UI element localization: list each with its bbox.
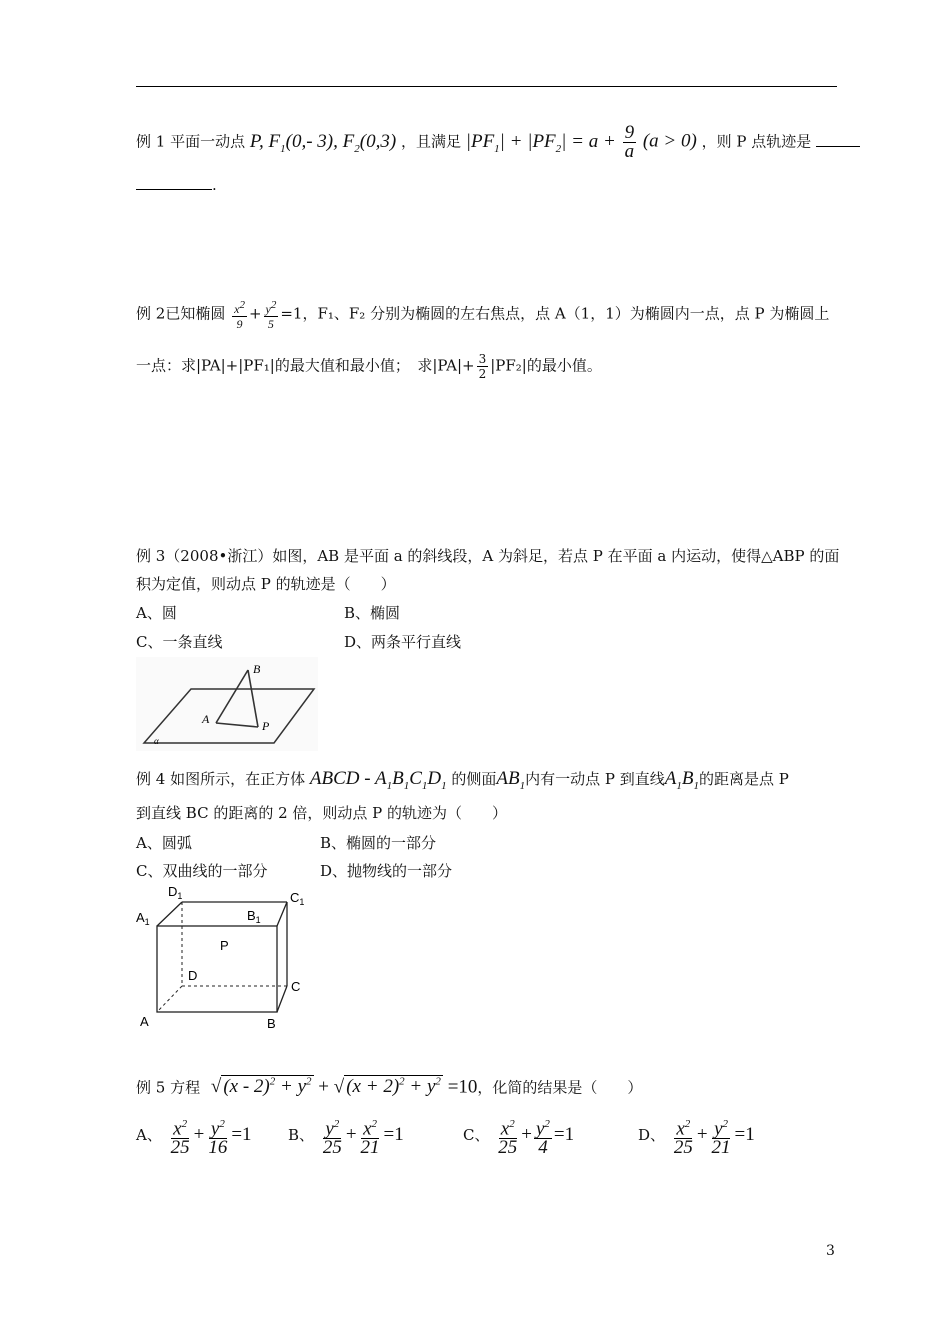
exp: 2 (181, 1118, 188, 1130)
a1-letter: A (136, 910, 145, 925)
den: 25 (673, 1137, 693, 1159)
equals-one: =1 (383, 1124, 404, 1146)
example-5-option-d (638, 1115, 755, 1157)
rad2: + y (275, 1076, 307, 1098)
num (171, 1115, 189, 1139)
plus: + (521, 1124, 532, 1146)
edge-b1c1 (277, 902, 287, 926)
edge-da (157, 986, 182, 1012)
example-5-question: ，化简的结果是（ ） (477, 1078, 643, 1097)
frac-num: 9 (624, 122, 635, 143)
cube-figure (132, 882, 312, 1032)
points-text: P, F (249, 130, 281, 152)
d1-sub: 1 (177, 891, 183, 901)
exp: 2 (399, 1076, 405, 1088)
y-var: y (265, 302, 271, 316)
label-b: B (253, 662, 261, 676)
c1-letter: C (290, 890, 300, 905)
example-2-question-a: 一点：求|PA|+|PF₁|的最大值和最小值； 求|PA|+ (136, 356, 475, 375)
label-b: B (267, 1016, 276, 1031)
answer-blank-2 (136, 189, 212, 190)
frac-1 (496, 1115, 519, 1157)
frac-den: a (624, 141, 635, 162)
frac-1 (672, 1115, 695, 1157)
label-c1 (290, 890, 304, 907)
cube-b: B (392, 768, 404, 789)
example-2-line-2 (136, 352, 602, 381)
num (323, 1115, 341, 1139)
line-a1b1: $A_1B_1$ (664, 768, 699, 792)
eq-part-c: | = a + (561, 130, 616, 152)
example-4-end-text: 的距离是点 P (699, 770, 789, 788)
num (534, 1115, 552, 1139)
label-p: P (220, 938, 229, 953)
example-4-text: 如图所示，在正方体 (170, 770, 306, 788)
label-d: D (188, 968, 198, 983)
example-4-option-b: B、椭圆的一部分 (320, 834, 437, 852)
label-alpha: α (154, 736, 159, 746)
example-1-text: 平面一动点 (170, 132, 246, 151)
frac-den: 5 (267, 317, 274, 331)
frac-1 (169, 1115, 192, 1157)
rad3: (x + 2) (346, 1076, 400, 1098)
example-5-option-b (288, 1115, 404, 1157)
num (361, 1115, 379, 1139)
den: 4 (538, 1137, 548, 1159)
example-2-text-rest: =1，F₁、F₂ 分别为椭圆的左右焦点，点 A（1，1）为椭圆内一点，点 P 为椭圆上 (280, 304, 830, 323)
equals-one: =1 (734, 1124, 755, 1146)
label-a: A (202, 712, 210, 726)
end-period: . (212, 176, 217, 194)
den: 21 (711, 1137, 731, 1159)
example-3-figure (136, 657, 318, 751)
example-2-question-b: |PF₂|的最小值。 (490, 356, 602, 375)
example-4-option-a: A、圆弧 (136, 834, 192, 852)
example-4-label: 例 4 (136, 770, 166, 788)
label-d1 (168, 884, 182, 901)
cube-c: C (409, 768, 422, 789)
rad1: (x - 2) (223, 1076, 270, 1098)
label-p: P (262, 719, 270, 733)
f2-coord: (0,3) (359, 130, 397, 152)
plus: + (193, 1124, 205, 1146)
exp: 2 (219, 1118, 225, 1130)
fraction-9-over-a (623, 124, 637, 161)
c1-sub: 1 (299, 897, 305, 907)
num (209, 1115, 227, 1139)
plus: + (696, 1124, 708, 1146)
option-letter: B、 (288, 1126, 315, 1145)
example-3-option-c: C、一条直线 (136, 633, 223, 651)
example-1-line-2 (136, 175, 217, 195)
x-var: x (234, 302, 240, 316)
line-b: B (681, 768, 694, 789)
den: 25 (170, 1137, 190, 1159)
example-4-line-1 (136, 769, 789, 796)
den: 16 (208, 1137, 228, 1159)
var: y (535, 1118, 545, 1140)
var: x (500, 1118, 510, 1140)
example-3-line-2: 积为定值，则动点 P 的轨迹是（ ） (136, 575, 396, 593)
example-1-line-1 (136, 124, 860, 161)
b1-sub: 1 (255, 915, 261, 925)
option-letter: C、 (463, 1126, 490, 1145)
example-4-option-c: C、双曲线的一部分 (136, 862, 268, 880)
example-1-equation: $|PF_1| + |PF_2| = a$ + (465, 130, 616, 155)
example-3-option-d: D、两条平行直线 (344, 633, 462, 651)
label-c: C (291, 979, 301, 994)
header-rule (136, 86, 837, 87)
var: x (173, 1118, 182, 1140)
answer-blank-1 (816, 146, 860, 147)
exp: 2 (684, 1118, 691, 1130)
exp: 2 (722, 1118, 728, 1130)
frac-num: $y^2$ (265, 299, 277, 316)
example-3-line-1: 例 3（2008•浙江）如图，AB 是平面 a 的斜线段，A 为斜足，若点 P 在平面 a 内运动，使得△ABP 的面 (136, 547, 840, 565)
plus-sign: + (318, 1076, 330, 1098)
face-ab: AB (496, 768, 520, 789)
radical-1: √ $(x - 2)^2 + y^2$ (210, 1076, 312, 1098)
example-3-option-a: A、圆 (136, 604, 177, 622)
var: x (363, 1118, 372, 1140)
exp: 2 (269, 1076, 276, 1088)
label-a: A (140, 1014, 149, 1029)
var: y (714, 1118, 723, 1140)
example-5-option-a (136, 1115, 252, 1157)
exp: 2 (371, 1118, 377, 1130)
exp: 2 (333, 1118, 340, 1130)
example-2-line-1: 例 2已知椭圆 $\frac{x^2}{9}$ + $\frac{y^2}{5}$ =1，F₁、F₂ 分别为椭圆的左右焦点，点 A（1，1）为椭圆内一点，点 P 为椭圆上 (136, 299, 830, 331)
fraction-x2-over-9 (232, 298, 247, 331)
fraction-y2-over-5 (264, 298, 279, 331)
num (499, 1115, 517, 1139)
example-4-line-2: 到直线 BC 的距离的 2 倍，则动点 P 的轨迹为（ ） (136, 804, 508, 822)
example-5-option-c (463, 1115, 574, 1157)
equals-one: =1 (231, 1124, 252, 1146)
example-2-text: 已知椭圆 (165, 304, 226, 323)
front-face (157, 926, 277, 1012)
page-number: 3 (826, 1243, 835, 1259)
rad4: + y (404, 1076, 436, 1098)
example-1-question: ，则 P 点轨迹是 (701, 132, 812, 151)
radical-2: √ $(x + 2)^2 + y^2$ (333, 1076, 441, 1098)
den: 21 (360, 1137, 380, 1159)
line-a: A (664, 768, 677, 789)
equals-ten: =10 (447, 1076, 478, 1098)
exp: 2 (509, 1118, 515, 1130)
exp: 2 (544, 1118, 550, 1130)
frac-den: 2 (478, 367, 487, 381)
frac-2 (534, 1115, 552, 1157)
example-4-face-text: 的侧面 (451, 770, 497, 788)
num (674, 1115, 692, 1139)
example-1-points: P, $F_1(0,-$ 3), $F_2(0,3)$ (249, 130, 397, 155)
option-letter: D、 (638, 1126, 666, 1145)
exp: 2 (306, 1076, 312, 1088)
cube-a: ABCD - A (309, 768, 387, 789)
frac-num: $x^2$ (234, 299, 245, 316)
option-letter: A、 (136, 1126, 162, 1145)
example-1-condition-text: ，且满足 (400, 132, 461, 151)
label-b1 (247, 908, 261, 925)
b1-letter: B (247, 908, 256, 923)
frac-den: 9 (236, 317, 243, 331)
equals-one: =1 (553, 1124, 575, 1146)
d1-letter: D (168, 884, 178, 899)
f1-coord: (0,- 3), F (285, 130, 355, 152)
var: x (676, 1118, 685, 1140)
cube-d: D (427, 768, 442, 789)
plus: + (345, 1124, 357, 1146)
face-name: $AB_1$ (496, 768, 526, 792)
a1-sub: 1 (144, 917, 150, 927)
example-4-option-d: D、抛物线的一部分 (320, 862, 453, 880)
frac-num: 3 (478, 352, 487, 366)
a-condition: (a > 0) (642, 130, 697, 152)
frac-1 (321, 1115, 344, 1157)
edge-a1d1 (157, 902, 182, 926)
fraction-3-over-2 (477, 352, 489, 381)
label-a1 (136, 910, 150, 927)
example-5-label: 例 5 (136, 1078, 166, 1097)
exp: 2 (435, 1076, 441, 1088)
radicand-1 (221, 1075, 313, 1097)
example-5-text: 方程 (170, 1078, 201, 1097)
eq-part-b: | + |PF (499, 130, 556, 152)
example-3-option-b: B、椭圆 (344, 604, 401, 622)
frac-2 (710, 1115, 733, 1157)
edge-bc (277, 986, 287, 1012)
frac-2 (359, 1115, 382, 1157)
example-4-distance-text: 内有一动点 P 到直线 (525, 770, 665, 788)
example-1-label: 例 1 (136, 132, 166, 151)
radicand-2 (344, 1075, 443, 1097)
frac-2 (206, 1115, 229, 1157)
var: y (210, 1118, 220, 1140)
eq-part-a: |PF (465, 130, 495, 152)
example-5-line-1 (136, 1072, 642, 1097)
example-2-label: 例 2 (136, 304, 166, 323)
den: 25 (322, 1137, 342, 1159)
cube-name: ABCD - $A_1B_1C_1D_1$ (309, 768, 447, 792)
var: y (325, 1118, 334, 1140)
den: 25 (498, 1137, 518, 1159)
num (712, 1115, 730, 1139)
